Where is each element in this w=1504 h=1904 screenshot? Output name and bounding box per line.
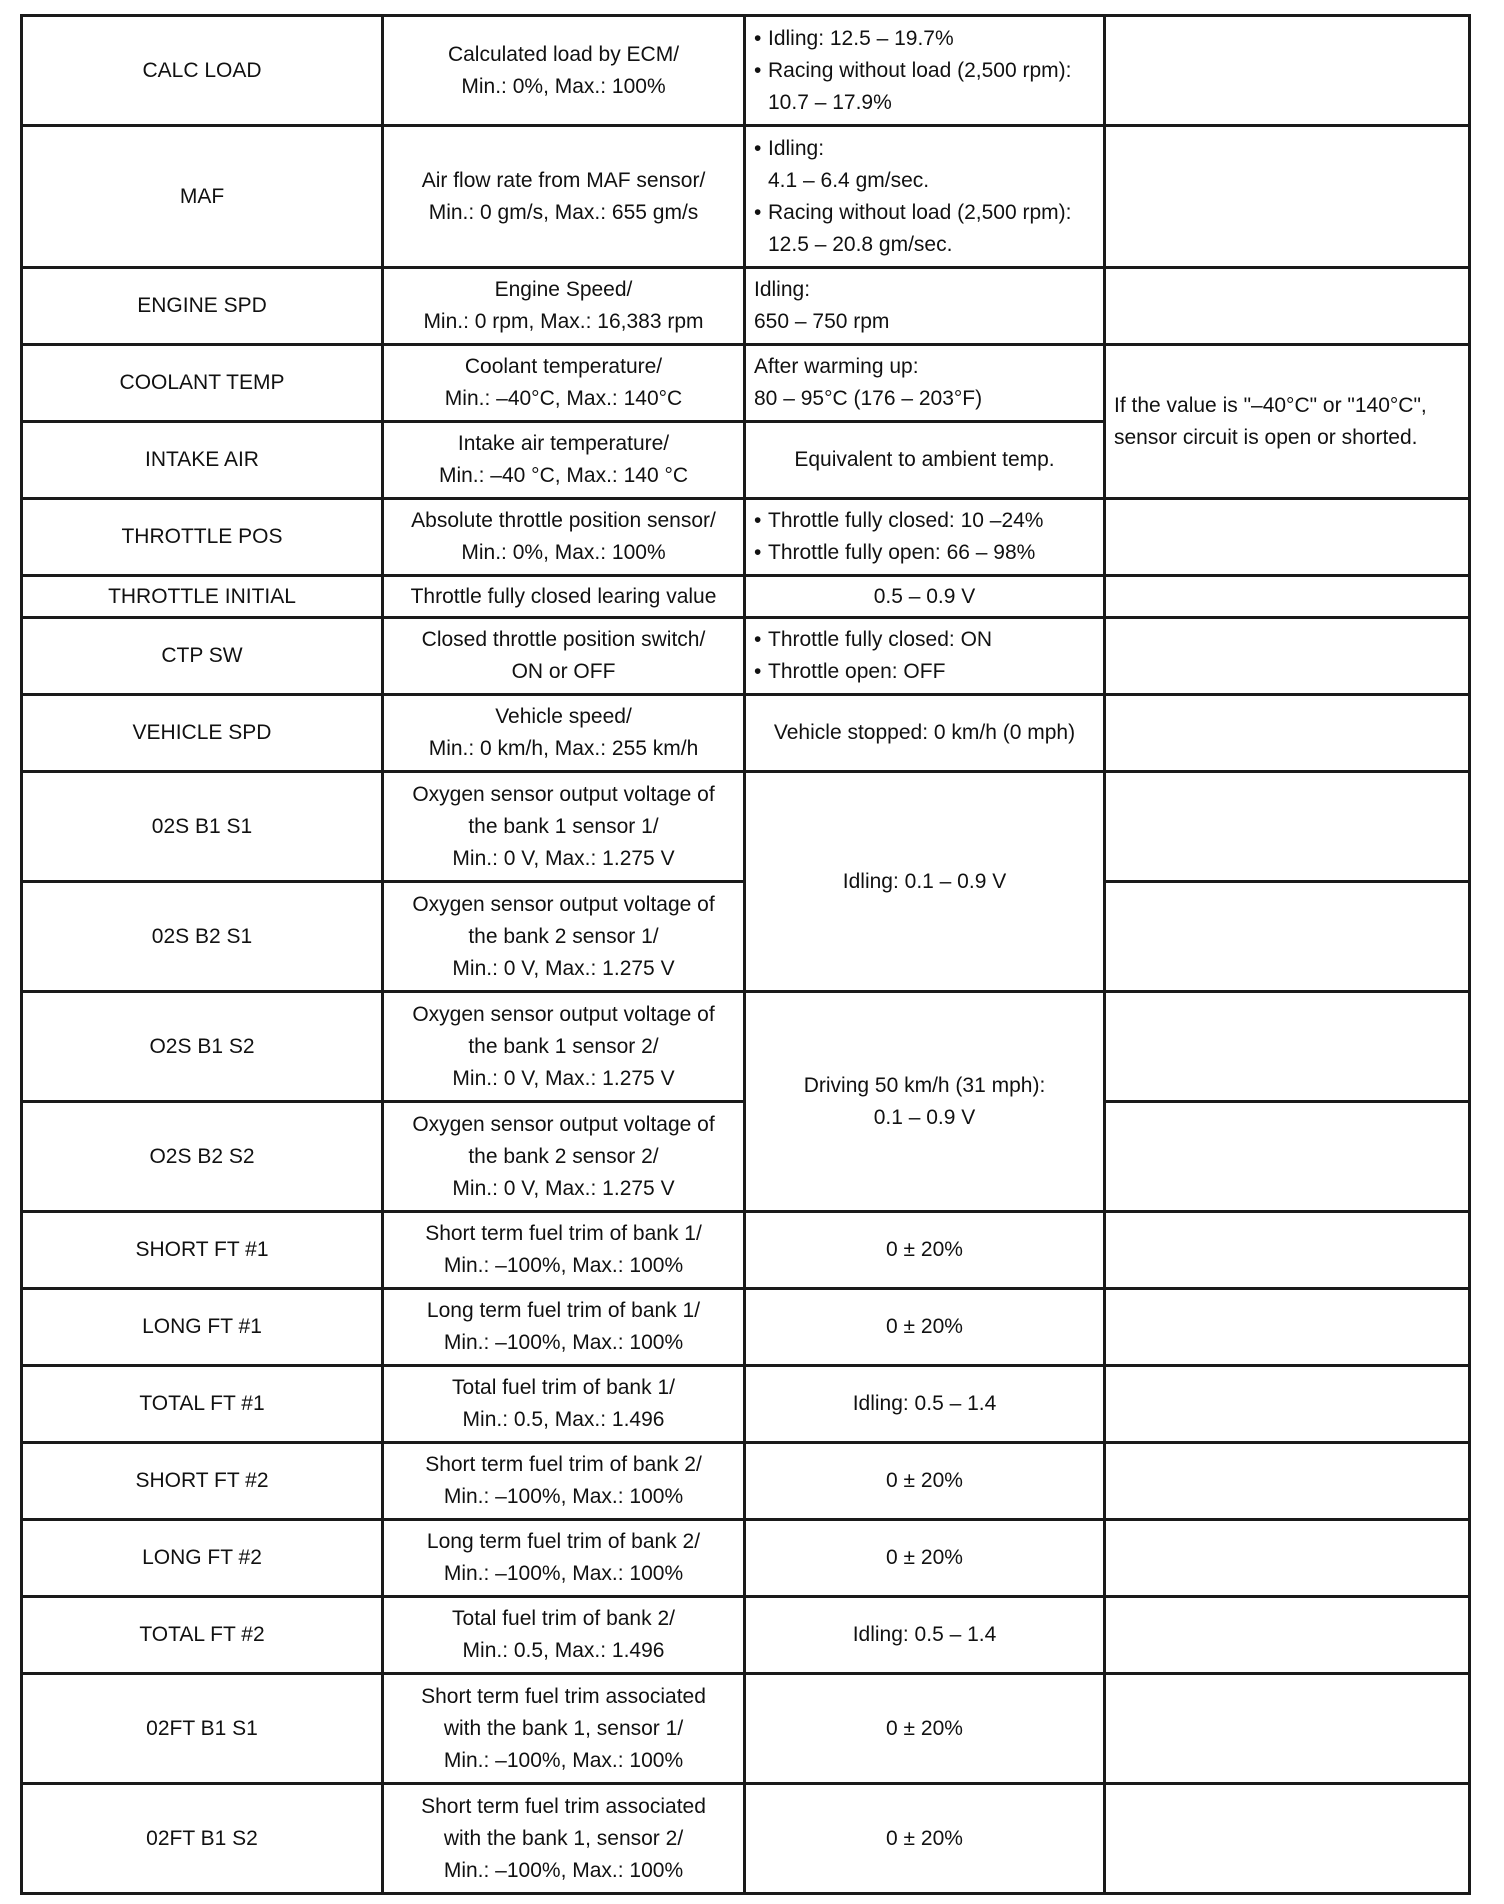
- description-cell: [383, 345, 745, 422]
- condition-line: Idling:: [754, 278, 811, 301]
- description-line: Min.: –40 °C, Max.: 140 °C: [438, 464, 689, 487]
- condition-line: Equivalent to ambient temp.: [794, 448, 1055, 471]
- condition-cell: [745, 422, 1105, 499]
- item-cell: VEHICLE SPD: [22, 695, 383, 772]
- description-line: Total fuel trim of bank 2/: [452, 1607, 675, 1630]
- condition-cell: [745, 268, 1105, 345]
- table-row: [22, 695, 1470, 772]
- table-row: [22, 499, 1470, 576]
- condition-cell: [745, 1289, 1105, 1366]
- note-cell: [1105, 618, 1470, 695]
- description-line: with the bank 1, sensor 2/: [443, 1826, 684, 1850]
- condition-line: 0.1 – 0.9 V: [873, 1105, 976, 1129]
- condition-bullet: [754, 656, 1095, 688]
- description-line: Min.: 0 km/h, Max.: 255 km/h: [428, 737, 699, 760]
- note-cell: [1105, 695, 1470, 772]
- table-row: [22, 345, 1470, 422]
- table-row: [22, 1289, 1470, 1366]
- item-cell: O2S B1 S2: [22, 992, 383, 1102]
- description-line: the bank 1 sensor 2/: [468, 1034, 659, 1058]
- description-cell: [383, 882, 745, 992]
- note-cell: [1105, 576, 1470, 618]
- condition-bullet: [754, 624, 1095, 656]
- item-cell: 02S B2 S1: [22, 882, 383, 992]
- description-line: Oxygen sensor output voltage of: [412, 782, 715, 806]
- item-cell: LONG FT #1: [22, 1289, 383, 1366]
- description-line: Min.: 0 V, Max.: 1.275 V: [452, 846, 675, 870]
- condition-cell: [745, 1366, 1105, 1443]
- note-cell: If the value is "–40°C" or "140°C", sensor circuit is open or shorted.: [1105, 345, 1470, 499]
- condition-line: Idling:: [768, 136, 825, 160]
- item-cell: THROTTLE INITIAL: [22, 576, 383, 618]
- note-cell: [1105, 1366, 1470, 1443]
- table-row: [22, 1520, 1470, 1597]
- table-row: [22, 1674, 1470, 1784]
- item-cell: THROTTLE POS: [22, 499, 383, 576]
- description-cell: [383, 1289, 745, 1366]
- description-line: Min.: –100%, Max.: 100%: [443, 1748, 684, 1772]
- condition-cell: [745, 499, 1105, 576]
- description-line: with the bank 1, sensor 1/: [443, 1716, 684, 1740]
- condition-cell: [745, 1443, 1105, 1520]
- condition-cell: [745, 16, 1105, 126]
- condition-line: 10.7 – 17.9%: [768, 90, 892, 114]
- description-line: Min.: –100%, Max.: 100%: [443, 1562, 684, 1585]
- note-cell: [1105, 1212, 1470, 1289]
- table-row: [22, 618, 1470, 695]
- description-cell: [383, 618, 745, 695]
- table-row: [22, 16, 1470, 126]
- description-cell: [383, 16, 745, 126]
- condition-line: 0 ± 20%: [886, 1469, 963, 1492]
- table-row: [22, 772, 1470, 882]
- note-cell: [1105, 1597, 1470, 1674]
- condition-line: Throttle fully open: 66 – 98%: [768, 541, 1036, 564]
- item-cell: TOTAL FT #2: [22, 1597, 383, 1674]
- note-cell: [1105, 1784, 1470, 1894]
- note-cell: [1105, 1674, 1470, 1784]
- note-cell: [1105, 1520, 1470, 1597]
- description-line: Min.: 0%, Max.: 100%: [461, 74, 666, 98]
- table-row: [22, 992, 1470, 1102]
- description-line: Min.: 0 V, Max.: 1.275 V: [452, 1066, 675, 1090]
- description-line: Min.: –100%, Max.: 100%: [443, 1858, 684, 1882]
- table-row: [22, 1443, 1470, 1520]
- description-line: Intake air temperature/: [457, 432, 670, 455]
- item-cell: 02S B1 S1: [22, 772, 383, 882]
- description-cell: [383, 1366, 745, 1443]
- condition-cell: [745, 695, 1105, 772]
- description-line: Short term fuel trim associated: [421, 1794, 706, 1818]
- condition-line: Idling: 12.5 – 19.7%: [768, 26, 954, 50]
- condition-line: Throttle fully closed: 10 –24%: [768, 509, 1044, 532]
- description-line: Min.: 0.5, Max.: 1.496: [462, 1408, 665, 1431]
- description-cell: [383, 1102, 745, 1212]
- description-line: Oxygen sensor output voltage of: [412, 1112, 715, 1136]
- description-line: Oxygen sensor output voltage of: [412, 892, 715, 916]
- condition-line: Throttle fully closed: ON: [768, 628, 993, 651]
- description-line: the bank 1 sensor 1/: [468, 814, 659, 838]
- description-line: Short term fuel trim of bank 2/: [425, 1453, 702, 1476]
- note-cell: [1105, 1102, 1470, 1212]
- condition-line: Vehicle stopped: 0 km/h (0 mph): [773, 721, 1076, 744]
- description-cell: [383, 268, 745, 345]
- note-cell: [1105, 268, 1470, 345]
- description-line: Long term fuel trim of bank 1/: [426, 1299, 701, 1322]
- condition-line: 80 – 95°C (176 – 203°F): [754, 387, 983, 410]
- description-line: Min.: 0%, Max.: 100%: [461, 541, 666, 564]
- condition-line: 0 ± 20%: [886, 1315, 963, 1338]
- description-cell: [383, 422, 745, 499]
- note-cell: [1105, 1443, 1470, 1520]
- description-line: Vehicle speed/: [495, 705, 632, 728]
- condition-line: 4.1 – 6.4 gm/sec.: [768, 168, 930, 192]
- condition-line: Idling: 0.1 – 0.9 V: [842, 869, 1007, 893]
- data-monitor-table: [20, 14, 1471, 1895]
- description-cell: [383, 695, 745, 772]
- item-cell: SHORT FT #2: [22, 1443, 383, 1520]
- note-cell: [1105, 992, 1470, 1102]
- note-cell: [1105, 16, 1470, 126]
- table-row: [22, 1366, 1470, 1443]
- description-line: Min.: 0 V, Max.: 1.275 V: [452, 1176, 675, 1200]
- description-cell: [383, 499, 745, 576]
- condition-cell: [745, 1520, 1105, 1597]
- description-line: Min.: –100%, Max.: 100%: [443, 1485, 684, 1508]
- condition-cell: [745, 1212, 1105, 1289]
- table-body: [22, 16, 1470, 1894]
- description-line: the bank 2 sensor 2/: [468, 1144, 659, 1168]
- condition-cell: [745, 126, 1105, 268]
- description-line: ON or OFF: [511, 660, 616, 683]
- description-line: Throttle fully closed learing value: [410, 584, 717, 608]
- item-cell: TOTAL FT #1: [22, 1366, 383, 1443]
- condition-line: After warming up:: [754, 355, 919, 378]
- description-line: Calculated load by ECM/: [447, 42, 680, 66]
- item-cell: MAF: [22, 126, 383, 268]
- description-cell: [383, 1443, 745, 1520]
- note-cell: [1105, 1289, 1470, 1366]
- condition-line: Driving 50 km/h (31 mph):: [803, 1073, 1046, 1097]
- condition-line: Throttle open: OFF: [768, 660, 946, 683]
- description-cell: [383, 1520, 745, 1597]
- condition-cell: [745, 345, 1105, 422]
- description-line: Oxygen sensor output voltage of: [412, 1002, 715, 1026]
- condition-cell: [745, 576, 1105, 618]
- description-cell: [383, 992, 745, 1102]
- description-line: Engine Speed/: [494, 278, 633, 301]
- item-cell: CALC LOAD: [22, 16, 383, 126]
- condition-line: 0.5 – 0.9 V: [873, 584, 976, 608]
- note-cell: [1105, 882, 1470, 992]
- condition-cell: [745, 772, 1105, 992]
- condition-cell: [745, 1597, 1105, 1674]
- description-line: the bank 2 sensor 1/: [468, 924, 659, 948]
- item-cell: COOLANT TEMP: [22, 345, 383, 422]
- condition-line: Idling: 0.5 – 1.4: [852, 1392, 997, 1415]
- condition-line: 0 ± 20%: [886, 1716, 963, 1740]
- condition-cell: [745, 1784, 1105, 1894]
- description-line: Min.: 0 gm/s, Max.: 655 gm/s: [428, 200, 699, 224]
- description-line: Long term fuel trim of bank 2/: [426, 1530, 701, 1553]
- condition-line: 0 ± 20%: [886, 1238, 963, 1261]
- table-row: [22, 268, 1470, 345]
- condition-cell: [745, 992, 1105, 1212]
- description-line: Total fuel trim of bank 1/: [452, 1376, 675, 1399]
- table-row: [22, 1212, 1470, 1289]
- description-line: Coolant temperature/: [464, 355, 663, 378]
- condition-line: 12.5 – 20.8 gm/sec.: [768, 232, 953, 256]
- condition-bullet: [754, 55, 1095, 119]
- description-cell: [383, 1674, 745, 1784]
- description-line: Short term fuel trim associated: [421, 1684, 706, 1708]
- note-cell: [1105, 499, 1470, 576]
- condition-cell: [745, 618, 1105, 695]
- condition-bullet: [754, 23, 1095, 55]
- condition-line: Racing without load (2,500 rpm):: [768, 58, 1072, 82]
- item-cell: ENGINE SPD: [22, 268, 383, 345]
- condition-line: 0 ± 20%: [886, 1826, 963, 1850]
- item-cell: CTP SW: [22, 618, 383, 695]
- condition-bullet: [754, 133, 1095, 197]
- description-line: Short term fuel trim of bank 1/: [425, 1222, 702, 1245]
- item-cell: SHORT FT #1: [22, 1212, 383, 1289]
- description-line: Min.: –40°C, Max.: 140°C: [444, 387, 683, 410]
- item-cell: 02FT B1 S2: [22, 1784, 383, 1894]
- description-cell: [383, 1597, 745, 1674]
- table-row: [22, 126, 1470, 268]
- condition-bullet: [754, 537, 1095, 569]
- table-row: [22, 576, 1470, 618]
- condition-line: 650 – 750 rpm: [754, 310, 890, 333]
- condition-bullet: [754, 505, 1095, 537]
- description-cell: [383, 576, 745, 618]
- description-line: Min.: 0 rpm, Max.: 16,383 rpm: [423, 310, 704, 333]
- description-line: Absolute throttle position sensor/: [411, 509, 716, 532]
- note-cell: [1105, 772, 1470, 882]
- item-cell: LONG FT #2: [22, 1520, 383, 1597]
- description-line: Min.: –100%, Max.: 100%: [443, 1254, 684, 1277]
- description-cell: [383, 126, 745, 268]
- description-line: Air flow rate from MAF sensor/: [421, 168, 706, 192]
- item-cell: 02FT B1 S1: [22, 1674, 383, 1784]
- condition-bullet: [754, 197, 1095, 261]
- condition-line: Idling: 0.5 – 1.4: [852, 1623, 997, 1646]
- table-row: [22, 1784, 1470, 1894]
- description-line: Min.: 0.5, Max.: 1.496: [462, 1639, 665, 1662]
- condition-line: 0 ± 20%: [886, 1546, 963, 1569]
- item-cell: INTAKE AIR: [22, 422, 383, 499]
- description-line: Min.: –100%, Max.: 100%: [443, 1331, 684, 1354]
- description-cell: [383, 1784, 745, 1894]
- description-cell: [383, 1212, 745, 1289]
- description-cell: [383, 772, 745, 882]
- description-line: Closed throttle position switch/: [421, 628, 706, 651]
- note-cell: [1105, 126, 1470, 268]
- description-line: Min.: 0 V, Max.: 1.275 V: [452, 956, 675, 980]
- condition-cell: [745, 1674, 1105, 1784]
- condition-line: Racing without load (2,500 rpm):: [768, 200, 1072, 224]
- item-cell: O2S B2 S2: [22, 1102, 383, 1212]
- table-row: [22, 1597, 1470, 1674]
